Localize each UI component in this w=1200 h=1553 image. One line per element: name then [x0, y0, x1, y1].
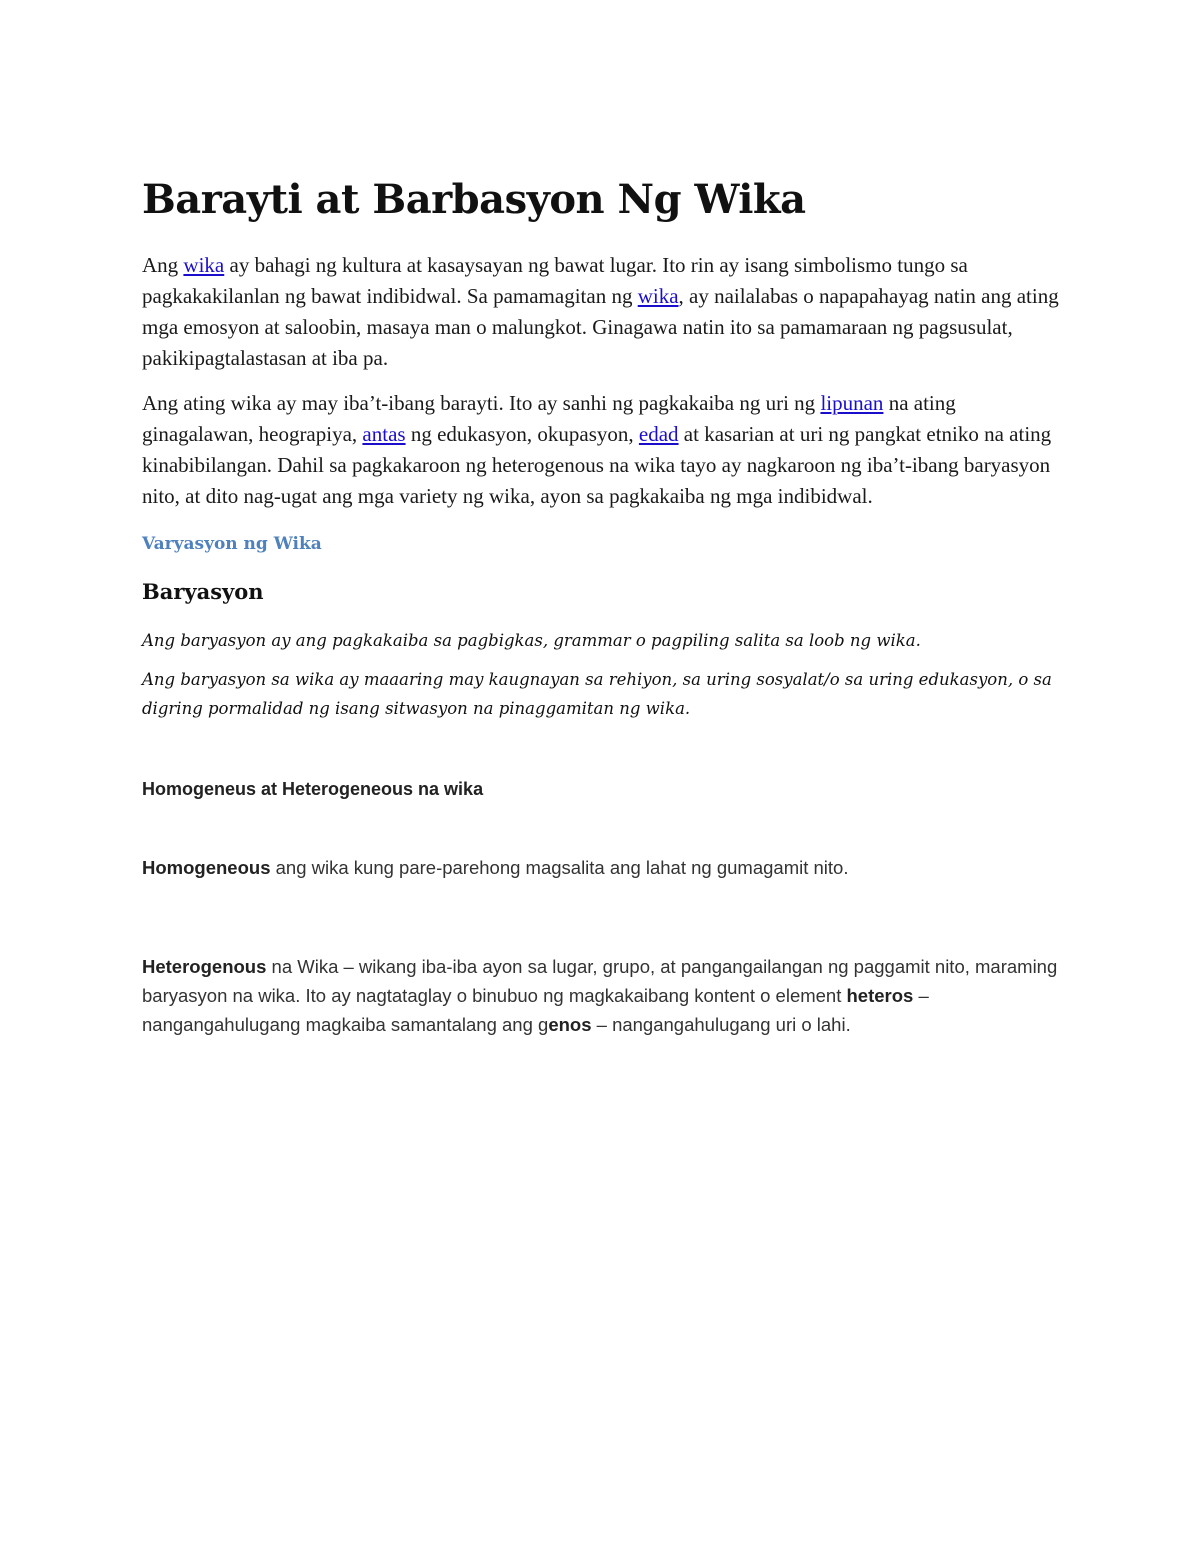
text-run: Ang ating wika ay may iba’t-ibang barayti. Ito ay sanhi ng pagkakaiba ng uri ng	[142, 391, 821, 415]
section-heading-homogeneus: Homogeneus at Heterogeneous na wika	[142, 779, 484, 799]
link-wika[interactable]: wika	[183, 253, 225, 277]
text-run: , ay nailalabas o napapahayag natin ang ating mga emosyon at saloobin, masaya man o malungkot. Ginagawa natin ito sa pamamaraan ng pagsusulat, pakikipagtalastasan at iba pa.	[142, 284, 1059, 370]
text-run: ang wika kung pare-parehong magsalita ang lahat ng gumagamit nito.	[270, 857, 849, 878]
text-run: ng edukasyon, okupasyon,	[405, 422, 639, 446]
bold-term: Heterogenous	[142, 956, 267, 977]
text-run: at kasarian at uri ng pangkat etniko na ating kinabibilangan. Dahil sa pagkakaroon ng heterogenous na wika tayo ay nagkaroon ng iba’t-ibang baryasyon nito, at dito nag-ugat ang mga variety ng wika, ayon sa pagkakaiba ng mga indibidwal.	[142, 422, 1052, 508]
spacer	[142, 882, 1062, 952]
subheading-varyasyon: Varyasyon ng Wika	[142, 534, 322, 554]
document-body	[142, 172, 1062, 1039]
text-run: Ang	[142, 253, 184, 277]
homogeneous-paragraph	[142, 853, 1062, 882]
italic-definition-2: Ang baryasyon sa wika ay maaaring may kaugnayan sa rehiyon, sa uring sosyalat/o sa uring edukasyon, o sa digring pormalidad ng isang sitwasyon na pinaggamitan ng wika.	[142, 670, 1052, 718]
bold-term: heteros	[846, 985, 914, 1006]
intro-paragraph	[142, 250, 1062, 374]
italic-definition-1: Ang baryasyon ay ang pagkakaiba sa pagbigkas, grammar o pagpiling salita sa loob ng wika.	[142, 631, 921, 650]
text-run: ay bahagi ng kultura at kasaysayan ng bawat lugar. Ito rin ay isang simbolismo tungo sa pagkakakilanlan ng bawat indibidwal. Sa pamamagitan ng	[142, 253, 968, 308]
heterogenous-paragraph	[142, 952, 1062, 1039]
bold-term: enos	[548, 1014, 592, 1035]
text-run: na Wika – wikang iba-iba ayon sa lugar, grupo, at pangangailangan ng paggamit nito, maraming baryasyon na wika. Ito ay nagtataglay o binubuo ng magkakaibang kontent o element	[142, 956, 1058, 1006]
page-title: Barayti at Barbasyon Ng Wika	[142, 176, 806, 223]
link-edad[interactable]: edad	[638, 422, 679, 446]
link-antas[interactable]: antas	[362, 422, 406, 446]
subheading-baryasyon: Baryasyon	[142, 579, 264, 604]
link-lipunan[interactable]: lipunan	[820, 391, 884, 415]
barayti-paragraph	[142, 388, 1062, 512]
text-run: – nangangahulugang uri o lahi.	[591, 1014, 851, 1035]
text-run: – nangangahulugang magkaiba samantalang ang g	[142, 985, 929, 1035]
bold-term: Homogeneous	[142, 857, 271, 878]
text-run: na ating ginagalawan, heograpiya,	[142, 391, 956, 446]
link-wika-2[interactable]: wika	[637, 284, 679, 308]
